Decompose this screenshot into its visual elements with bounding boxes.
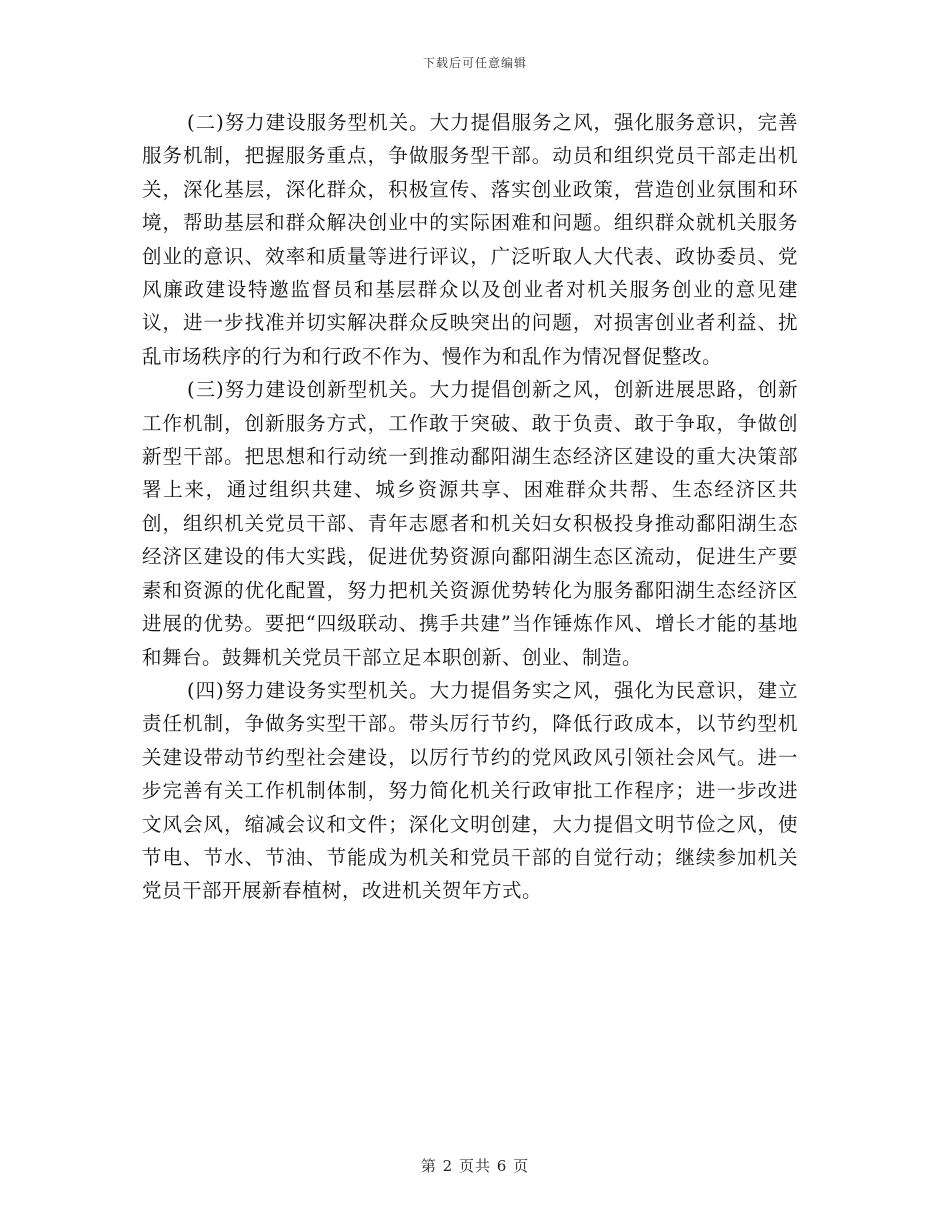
paragraph-text: (二)努力建设服务型机关。大力提倡服务之风，强化服务意识，完善服务机制，把握服务重点，争做服务型干部。动员和组织党员干部走出机关，深化基层，深化群众，积极宣传、落实创业政策，营造创业氛围和环境，帮助基层和群众解决创业中的实际困难和问题。组织群众就机关服务创业的意识、效率和质量等进行评议，广泛听取人大代表、政协委员、党风廉政建设特邀监督员和基层群众以及创业者对机关服务创业的意见建议，进一步找准并切实解决群众反映突出的问题，对损害创业者利益、扰乱市场秩序的行为和行政不作为、慢作为和乱作为情况督促整改。	[142, 111, 798, 368]
paragraph-innovative-organ	[142, 373, 798, 674]
paragraph-service-organ	[142, 106, 798, 373]
document-body	[142, 106, 798, 908]
page-footer: 第 2 页共 6 页	[420, 1157, 530, 1175]
paragraph-pragmatic-organ	[142, 674, 798, 908]
paragraph-text: (四)努力建设务实型机关。大力提倡务实之风，强化为民意识，建立责任机制，争做务实型干部。带头厉行节约，降低行政成本，以节约型机关建设带动节约型社会建设，以厉行节约的党风政风引领社会风气。进一步完善有关工作机制体制，努力简化机关行政审批工作程序；进一步改进文风会风，缩减会议和文件；深化文明创建，大力提倡文明节俭之风，使节电、节水、节油、节能成为机关和党员干部的自觉行动；继续参加机关党员干部开展新春植树，改进机关贺年方式。	[142, 678, 798, 903]
paragraph-text: (三)努力建设创新型机关。大力提倡创新之风，创新进展思路，创新工作机制，创新服务方式，工作敢于突破、敢于负责、敢于争取，争做创新型干部。把思想和行动统一到推动鄱阳湖生态经济区建设的重大决策部署上来，通过组织共建、城乡资源共享、困难群众共帮、生态经济区共创，组织机关党员干部、青年志愿者和机关妇女积极投身推动鄱阳湖生态经济区建设的伟大实践，促进优势资源向鄱阳湖生态区流动，促进生产要素和资源的优化配置，努力把机关资源优势转化为服务鄱阳湖生态经济区进展的优势。要把“四级联动、携手共建”当作锤炼作风、增长才能的基地和舞台。鼓舞机关党员干部立足本职创新、创业、制造。	[142, 378, 798, 669]
page-header: 下载后可任意编辑	[422, 56, 527, 70]
